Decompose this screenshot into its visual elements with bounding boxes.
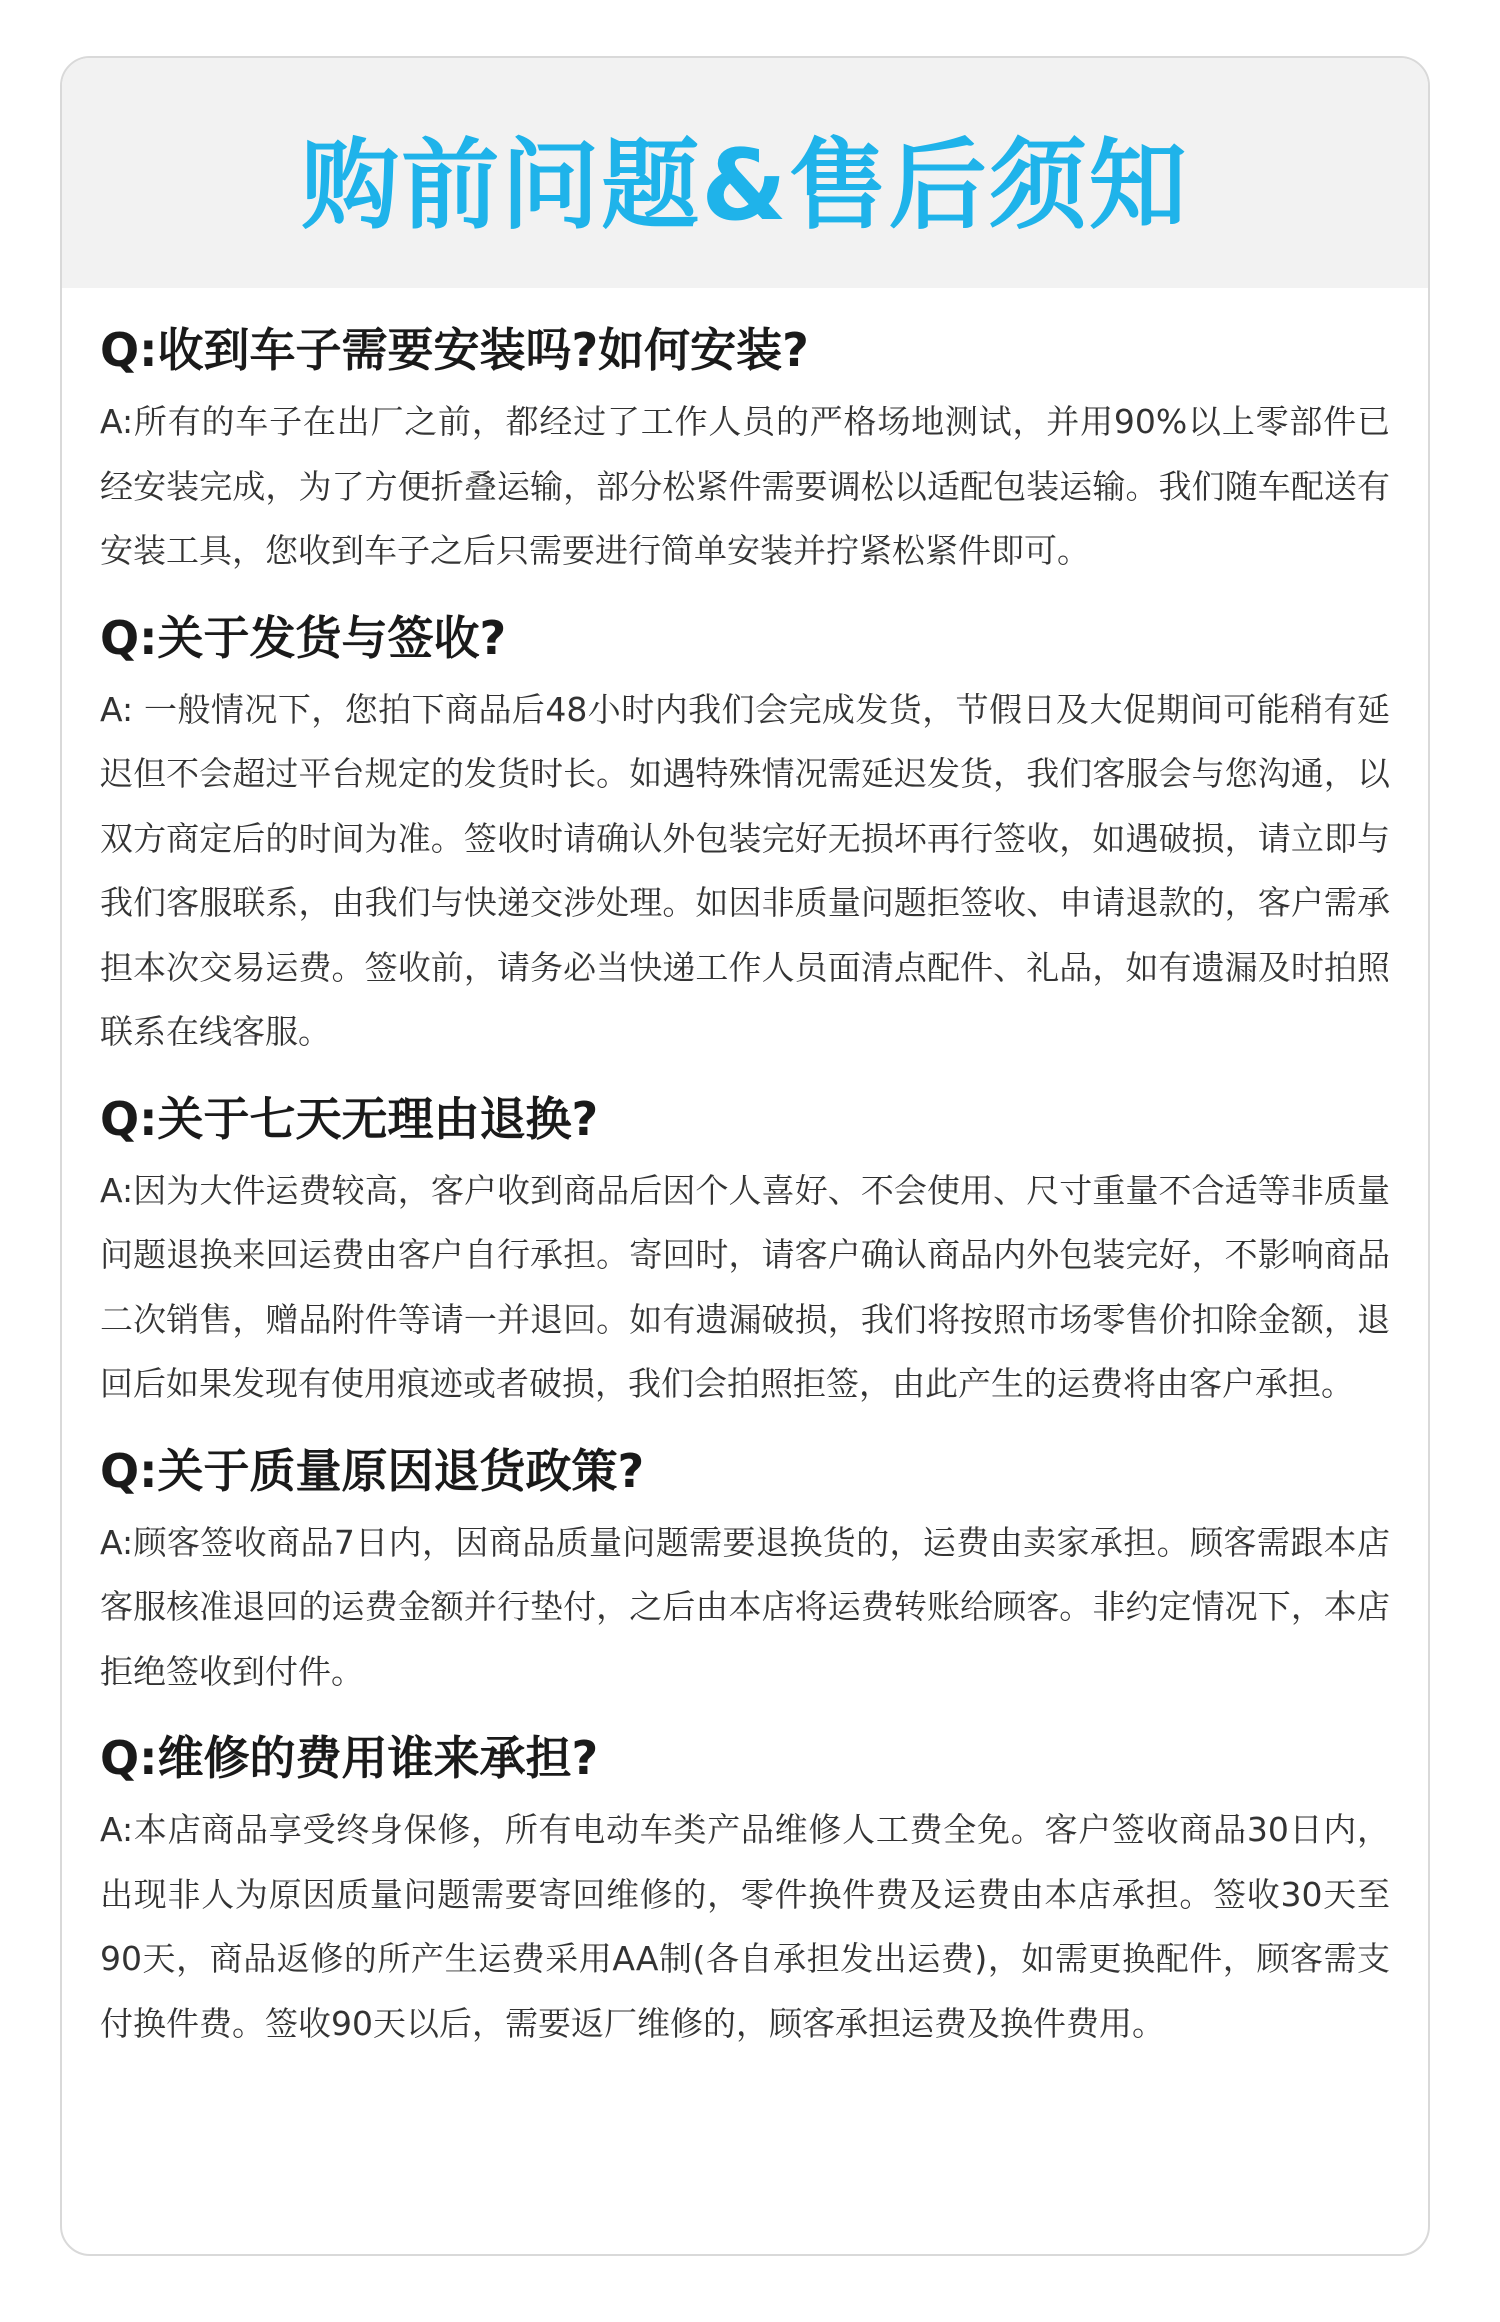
faq-answer: A:所有的车子在出厂之前，都经过了工作人员的严格场地测试，并用90%以上零部件已经安装完成，为了方便折叠运输，部分松紧件需要调松以适配包装运输。我们随车配送有安装工具，您收到车子之后只需要进行简单安装并拧紧松紧件即可。 xyxy=(100,402,1390,570)
faq-item-quality-return xyxy=(100,1439,1390,1705)
faq-card xyxy=(60,56,1430,2256)
faq-item-shipping xyxy=(100,606,1390,1065)
faq-answer: A:顾客签收商品7日内，因商品质量问题需要退换货的，运费由卖家承担。顾客需跟本店客服核准退回的运费金额并行垫付，之后由本店将运费转账给顾客。非约定情况下，本店拒绝签收到付件。 xyxy=(100,1522,1390,1691)
faq-item-install xyxy=(100,318,1390,584)
faq-item-seven-day-return xyxy=(100,1087,1390,1417)
faq-answer: A:因为大件运费较高，客户收到商品后因个人喜好、不会使用、尺寸重量不合适等非质量问题退换来回运费由客户自行承担。寄回时，请客户确认商品内外包装完好，不影响商品二次销售，赠品附件等请一并退回。如有遗漏破损，我们将按照市场零售价扣除金额，退回后如果发现有使用痕迹或者破损，我们会拍照拒签，由此产生的运费将由客户承担。 xyxy=(100,1170,1390,1403)
faq-question: Q:关于七天无理由退换? xyxy=(100,1091,599,1146)
faq-answer: A: 一般情况下，您拍下商品后48小时内我们会完成发货，节假日及大促期间可能稍有延迟但不会超过平台规定的发货时长。如遇特殊情况需延迟发货，我们客服会与您沟通，以双方商定后的时间为准。签收时请确认外包装完好无损坏再行签收，如遇破损，请立即与我们客服联系，由我们与快递交涉处理。如因非质量问题拒签收、申请退款的，客户需承担本次交易运费。签收前，请务必当快递工作人员面清点配件、礼品，如有遗漏及时拍照联系在线客服。 xyxy=(100,689,1390,1051)
faq-list xyxy=(62,288,1428,2056)
faq-answer: A:本店商品享受终身保修，所有电动车类产品维修人工费全免。客户签收商品30日内，出现非人为原因质量问题需要寄回维修的，零件换件费及运费由本店承担。签收30天至90天，商品返修的所产生运费采用AA制(各自承担发出运费)，如需更换配件，顾客需支付换件费。签收90天以后，需要返厂维修的，顾客承担运费及换件费用。 xyxy=(100,1810,1390,2043)
faq-question: Q:维修的费用谁来承担? xyxy=(100,1731,599,1785)
faq-item-repair-cost xyxy=(100,1726,1390,2056)
faq-question: Q:关于发货与签收? xyxy=(100,610,507,665)
faq-question: Q:收到车子需要安装吗?如何安装? xyxy=(100,323,809,377)
page-title: 购前问题&售后须知 xyxy=(301,128,1189,243)
faq-question: Q:关于质量原因退货政策? xyxy=(100,1443,645,1498)
card-header xyxy=(62,58,1428,288)
